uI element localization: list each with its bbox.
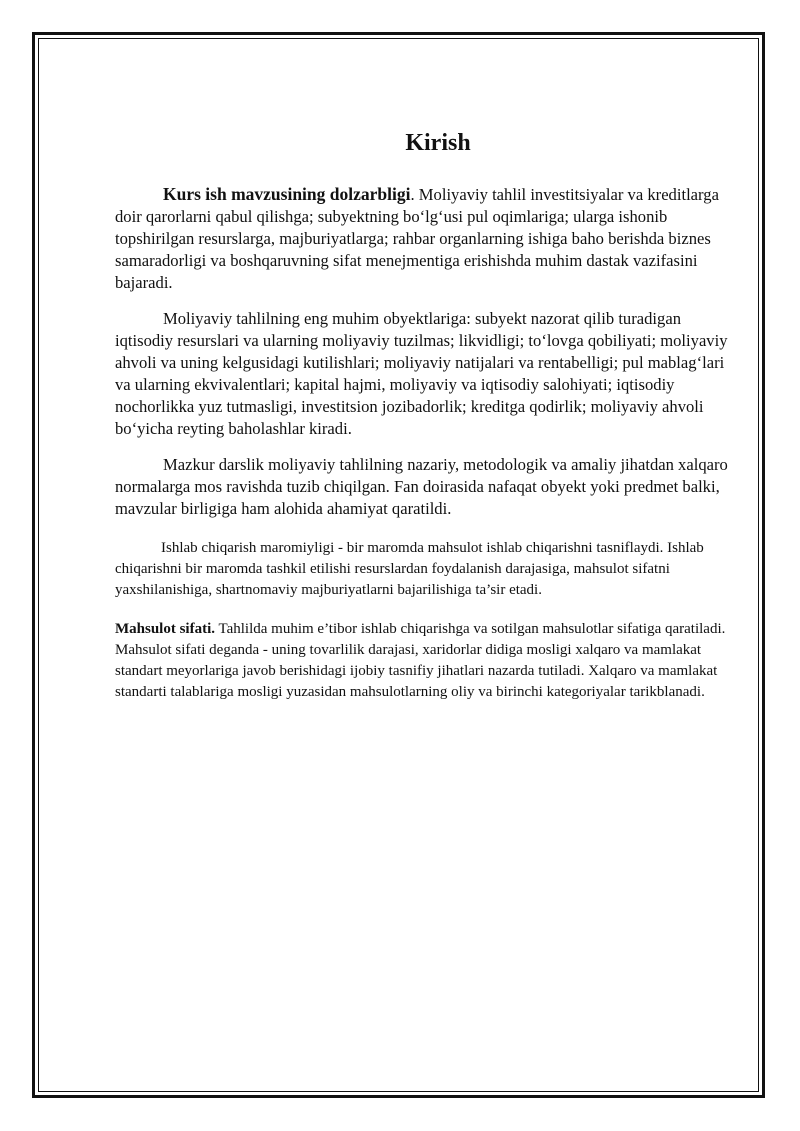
paragraph-text: Ishlab chiqarish maromiyligi - bir maromda mahsulot ishlab chiqarishni tasniflaydi. Ishlab chiqarishni bir maromda tashkil etilishi resurslardan foydalanish darajasiga, mahsulot sifatni yaxshilanishiga, shartnomaviy majburiyatlarni bajarilishiga ta’sir etadi. bbox=[115, 540, 704, 598]
paragraph-text: Tahlilda muhim e’tibor ishlab chiqarishga va sotilgan mahsulotlar sifatiga qaratiladi. Mahsulot sifati deganda - uning tovarlilik darajasi, xaridorlar didiga mosligi xalqaro va mamlakat standart meyorlariga javob berishidagi ijobiy tasnifiy jihatlari nazarda tutiladi. Xalqaro va mamlakat standarti talablariga mosligi yuzasidan mahsulotlarning oliy va birinchi kategoriyalar tarikblanadi. bbox=[115, 621, 726, 700]
paragraph-textbook bbox=[115, 454, 735, 520]
paragraph-rhythm bbox=[115, 538, 735, 601]
paragraph-text: . Moliyaviy tahlil investitsiyalar va kreditlarga doir qarorlarni qabul qilishga; subyektning bo‘lg‘usi pul oqimlariga; ularga ishonib topshirilgan resurslarga, majburiyatlarga; rahbar organlarning ishiga baho berishda biznes samaradorligi va boshqaruvning sifat menejmentiga erishishda muhim dastak vazifasini bajaradi. bbox=[115, 185, 719, 292]
page-title: Kirish bbox=[405, 130, 471, 156]
paragraph-text: Mazkur darslik moliyaviy tahlilning nazariy, metodologik va amaliy jihatdan xalqaro normalarga mos ravishda tuzib chiqilgan. Fan doirasida nafaqat obyekt yoki predmet balki, mavzular birligiga ham alohida ahamiyat qaratildi. bbox=[115, 455, 728, 518]
paragraph-relevance bbox=[115, 183, 735, 294]
document-body bbox=[115, 130, 735, 714]
paragraph-lead: Mahsulot sifati. bbox=[115, 621, 216, 637]
paragraph-objects bbox=[115, 308, 735, 440]
paragraph-text: Moliyaviy tahlilning eng muhim obyektlariga: subyekt nazorat qilib turadigan iqtisodiy resurslari va ularning moliyaviy tuzilmas; likvidligi; to‘lovga qobiliyati; moliyaviy ahvoli va uning kelgusidagi kutilishlari; moliyaviy natijalari va rentabelligi; pul mablag‘lari va ularning ekvivalentlari; kapital hajmi, moliyaviy va iqtisodiy salohiyati; iqtisodiy nochorlikka yuz tutmasligi, investitsion jozibadorlik; kreditga qodirlik; moliyaviy ahvoli bo‘yicha reyting baholashlar kiradi. bbox=[115, 309, 728, 438]
paragraph-quality bbox=[115, 619, 735, 703]
paragraph-lead: Kurs ish mavzusining dolzarbligi bbox=[163, 184, 411, 204]
